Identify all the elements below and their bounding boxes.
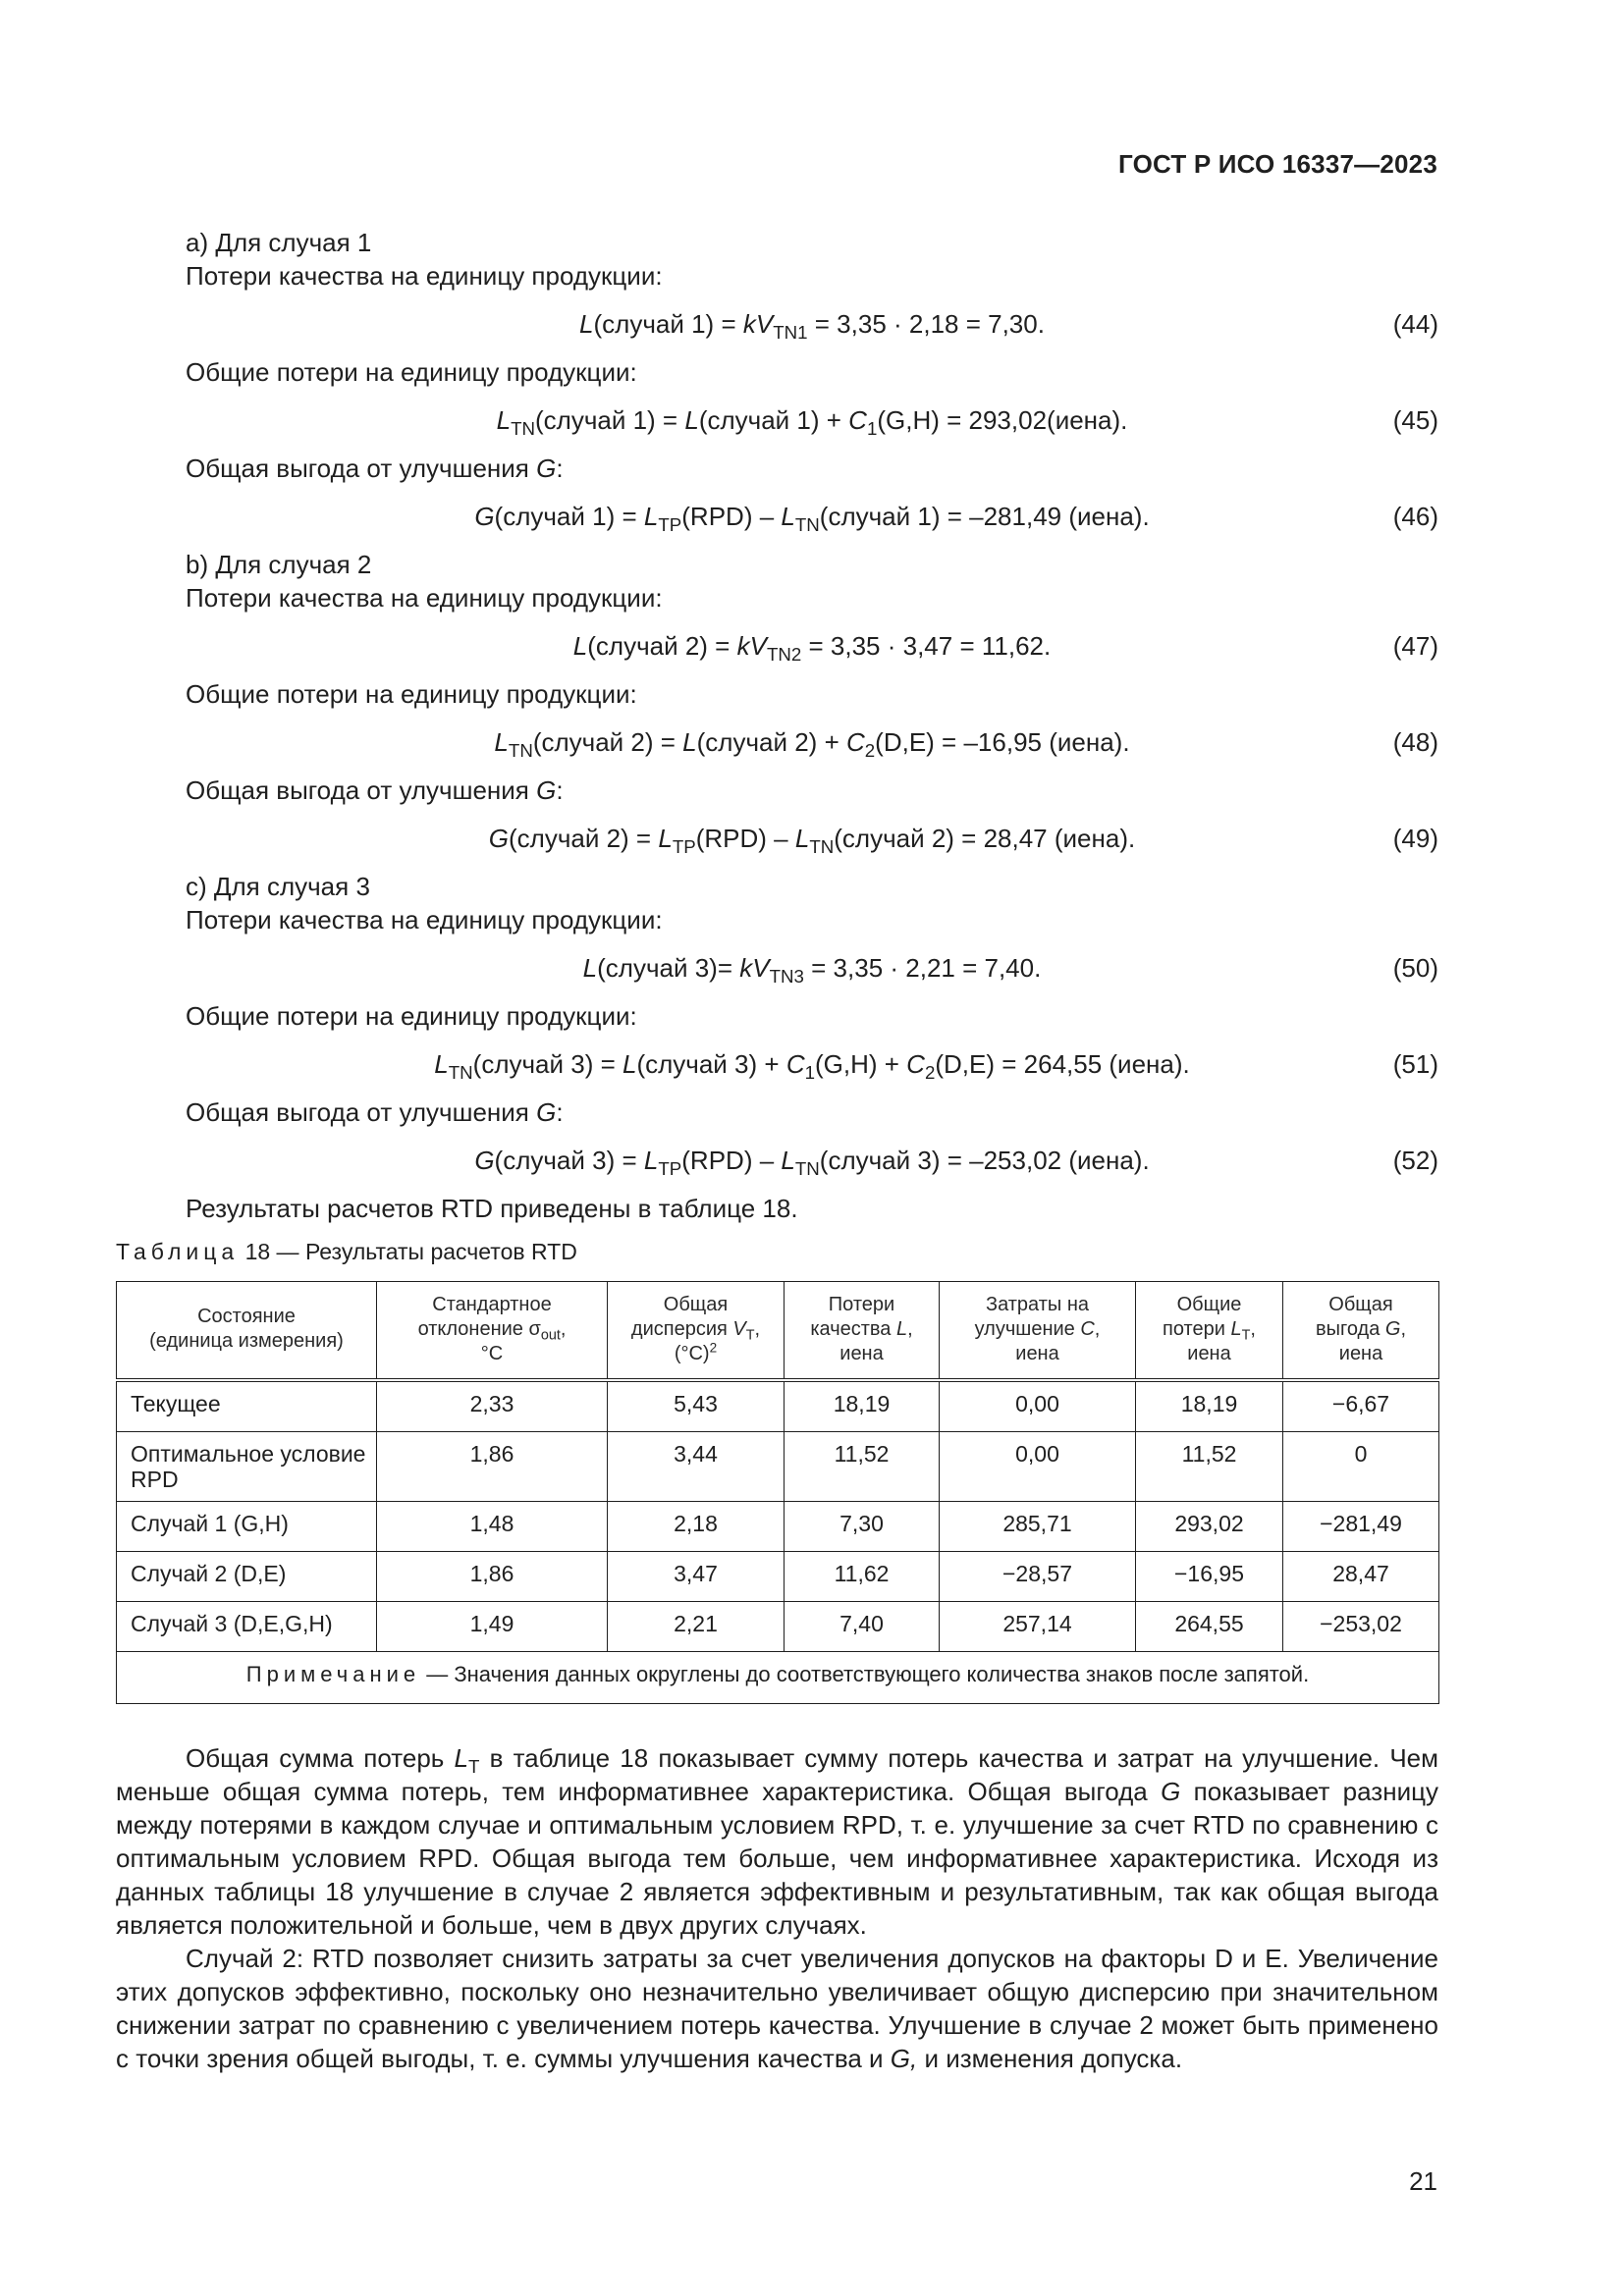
equation-number: (49) — [1392, 824, 1438, 853]
results-table — [116, 1281, 1439, 1704]
cell-total-loss: 264,55 — [1136, 1602, 1283, 1652]
cell-std: 1,86 — [377, 1432, 608, 1502]
table-header-row — [117, 1282, 1439, 1381]
cell-total-loss: 293,02 — [1136, 1502, 1283, 1552]
header-total-loss: Общие потери $L_T$, иена — [1136, 1282, 1283, 1381]
cell-improvement-cost: 0,00 — [940, 1432, 1136, 1502]
section-b-total-label: Общие потери на единицу продукции: — [186, 679, 637, 709]
equation-number: (46) — [1392, 502, 1438, 531]
cell-variance: 2,18 — [608, 1502, 785, 1552]
equation-number: (52) — [1392, 1146, 1438, 1175]
table-note-row — [117, 1652, 1439, 1704]
cell-std: 1,86 — [377, 1552, 608, 1602]
cell-state: Случай 2 (D,E) — [117, 1552, 377, 1602]
document-header: ГОСТ Р ИСО 16337—2023 — [1117, 149, 1437, 179]
results-intro: Результаты расчетов RTD приведены в таблице 18. — [186, 1194, 798, 1223]
header-quality-loss: Потери качества L, иена — [785, 1282, 940, 1381]
equation-50: L(случай $3)= kV_{TN3} = 3,35 \cdot 2,21 = 7,40$. (50) — [582, 953, 1438, 987]
section-b-loss-label: Потери качества на единицу продукции: — [186, 583, 663, 613]
cell-variance: 2,21 — [608, 1602, 785, 1652]
paragraph-case-2: Случай 2: RTD позволяет снизить затраты за счет увеличения допусков на факторы D и E. Увеличение этих допусков эффективно, поскольку оно незначительно увеличивает общую дисперсию при значительном снижении затрат по сравнению с увеличением потерь качества. Улучшение в случае 2 может быть применено с точки зрения общей выгоды, т. е. суммы улучшения качества и G, и изменения допуска. — [116, 1944, 1438, 2073]
equation-number: (48) — [1392, 727, 1438, 757]
cell-state: Текущее — [117, 1380, 377, 1432]
equation-46: G(случай $1) = L_{TP}(RPD)$ – $L_{TN}(случай$ 1) = –281,49 (иена). (46) — [474, 502, 1438, 535]
cell-total-gain: 28,47 — [1283, 1552, 1439, 1602]
cell-total-loss: 18,19 — [1136, 1380, 1283, 1432]
section-c-gain-label: Общая выгода от улучшения G: — [186, 1097, 564, 1127]
cell-variance: 5,43 — [608, 1380, 785, 1432]
cell-total-gain: −281,49 — [1283, 1502, 1439, 1552]
equation-number: (50) — [1392, 953, 1438, 983]
equation-47: L(случай $2) = kV_{TN2} = 3,35 \cdot 3,47 = 11,62$. (47) — [572, 631, 1438, 665]
body-paragraphs — [116, 1741, 1438, 2075]
equation-45: $L_{TN}(случай$ 1) = L(случай $1) + C_1(G,H)$ = 293,02(иена). (45) — [496, 405, 1438, 439]
section-b-heading: b) Для случая 2 — [186, 550, 372, 579]
equation-number: (44) — [1392, 309, 1438, 339]
table-row — [117, 1602, 1439, 1652]
cell-quality-loss: 18,19 — [785, 1380, 940, 1432]
header-improvement-cost: Затраты на улучшение C, иена — [940, 1282, 1136, 1381]
cell-improvement-cost: −28,57 — [940, 1552, 1136, 1602]
section-a-heading: а) Для случая 1 — [186, 228, 372, 257]
section-a-loss-label: Потери качества на единицу продукции: — [186, 261, 663, 291]
section-c-total-label: Общие потери на единицу продукции: — [186, 1001, 637, 1031]
equation-number: (45) — [1392, 405, 1438, 435]
cell-variance: 3,44 — [608, 1432, 785, 1502]
cell-total-gain: −6,67 — [1283, 1380, 1439, 1432]
equation-48: $L_{TN}(случай$ 2) = L(случай $2) + C_2(D,E) = -16,95$ (иена). (48) — [494, 727, 1438, 761]
cell-std: 1,49 — [377, 1602, 608, 1652]
cell-state: Случай 3 (D,E,G,H) — [117, 1602, 377, 1652]
header-variance: Общая дисперсия $V_T$, $(^\circ C)^2$ — [608, 1282, 785, 1381]
cell-state: Оптимальное условие RPD — [117, 1432, 377, 1502]
section-c-heading: c) Для случая 3 — [186, 872, 370, 901]
equation-52: G(случай $3) = L_{TP}(RPD)$ – $L_{TN}(случай$ 3) = –253,02 (иена). (52) — [474, 1146, 1438, 1179]
section-c-loss-label: Потери качества на единицу продукции: — [186, 905, 663, 934]
section-a-gain-label: Общая выгода от улучшения G: — [186, 454, 564, 483]
cell-total-loss: 11,52 — [1136, 1432, 1283, 1502]
page-number: 21 — [1409, 2166, 1437, 2196]
table-note: Примечание — Значения данных округлены до соответствующего количества знаков после запятой. — [117, 1652, 1439, 1704]
equation-number: (51) — [1392, 1049, 1438, 1079]
cell-improvement-cost: 285,71 — [940, 1502, 1136, 1552]
table-caption: Таблица 18 — Результаты расчетов RTD — [116, 1239, 577, 1264]
cell-quality-loss: 7,40 — [785, 1602, 940, 1652]
table-row — [117, 1432, 1439, 1502]
section-b-gain-label: Общая выгода от улучшения G: — [186, 775, 564, 805]
table-row — [117, 1380, 1439, 1432]
section-a-total-label: Общие потери на единицу продукции: — [186, 357, 637, 387]
cell-total-gain: −253,02 — [1283, 1602, 1439, 1652]
header-std: Стандартное отклонение $\sigma_{out}$, °C — [377, 1282, 608, 1381]
cell-std: 2,33 — [377, 1380, 608, 1432]
header-state: Состояние (единица измерения) — [117, 1282, 377, 1381]
cell-total-loss: −16,95 — [1136, 1552, 1283, 1602]
paragraph-total-loss: Общая сумма потерь $L_T$ в таблице 18 показывает сумму потерь качества и затрат на улучшение. Чем меньше общая сумма потерь, тем информативнее характеристика. Общая выгода G показывает разницу между потерями в каждом случае и оптимальным условием RPD, т. е. улучшение за счет RTD по сравнению с оптимальным условием RPD. Общая выгода тем больше, чем информативнее характеристика. Исходя из данных таблицы 18 улучшение в случае 2 является эффективным и результативным, так как общая выгода является положительной и больше, чем в двух других случаях. — [116, 1743, 1438, 1940]
table-row — [117, 1502, 1439, 1552]
table-row — [117, 1552, 1439, 1602]
cell-state: Случай 1 (G,H) — [117, 1502, 377, 1552]
cell-total-gain: 0 — [1283, 1432, 1439, 1502]
equation-49: G(случай $2) = L_{TP}(RPD)$ – $L_{TN}(случай$ 2) = 28,47 (иена). (49) — [488, 824, 1438, 857]
cell-quality-loss: 11,62 — [785, 1552, 940, 1602]
cell-variance: 3,47 — [608, 1552, 785, 1602]
cell-improvement-cost: 257,14 — [940, 1602, 1136, 1652]
header-total-gain: Общая выгода G, иена — [1283, 1282, 1439, 1381]
equation-number: (47) — [1392, 631, 1438, 661]
cell-quality-loss: 7,30 — [785, 1502, 940, 1552]
equation-44: L(случай $1) = kV_{TN1} = 3,35 \cdot 2,18 = 7,30$. (44) — [579, 309, 1438, 343]
cell-std: 1,48 — [377, 1502, 608, 1552]
cell-improvement-cost: 0,00 — [940, 1380, 1136, 1432]
cell-quality-loss: 11,52 — [785, 1432, 940, 1502]
equation-51: $L_{TN}(случай$ 3) = L(случай $3) + C_1(G,H) + C_2(D,E) = 264,55$ (иена). (51) — [434, 1049, 1438, 1083]
